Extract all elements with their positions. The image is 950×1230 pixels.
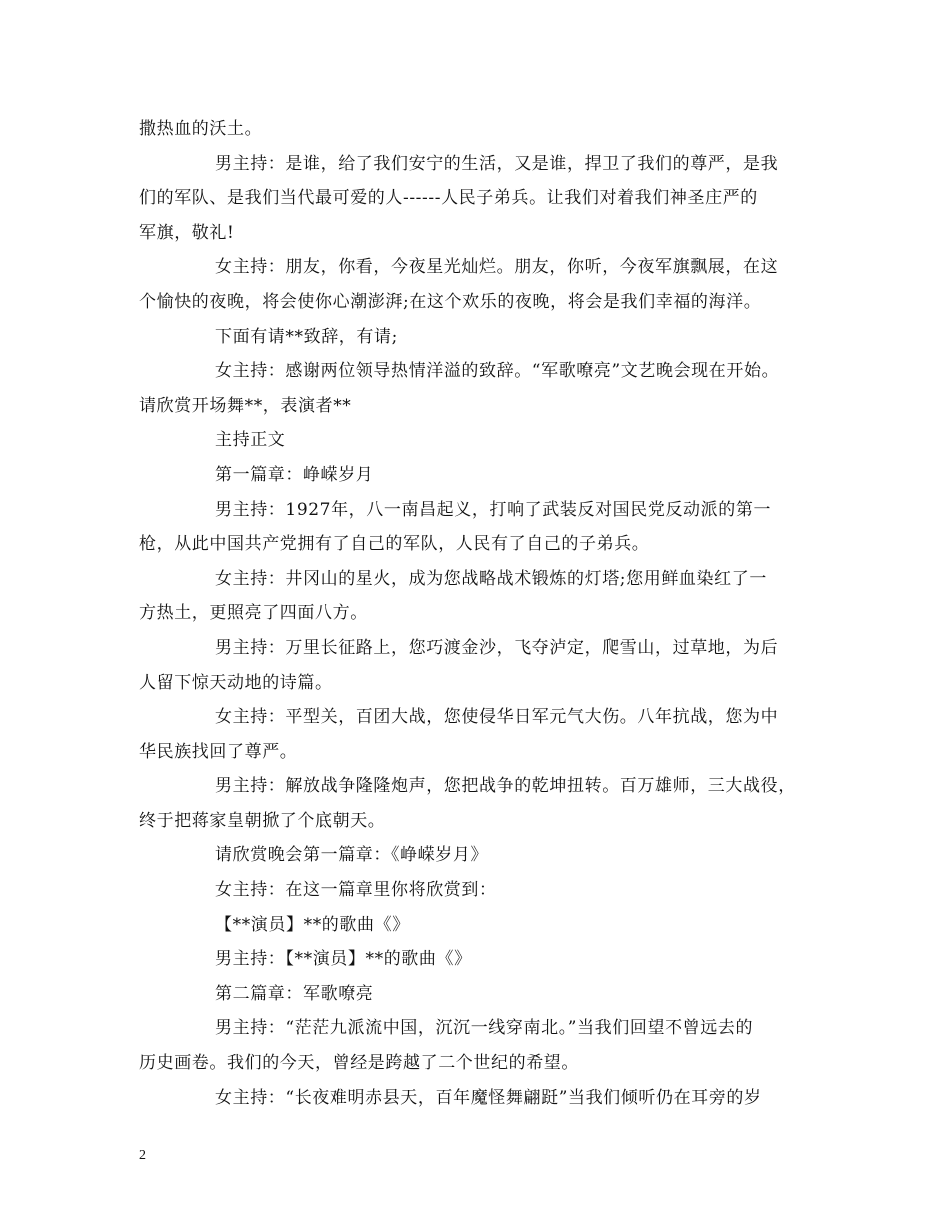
document-body: [139, 112, 819, 1115]
text-line: 第一篇章：峥嵘岁月: [215, 464, 374, 485]
text-line: 男主持：1927年，八一南昌起义，打响了武装反对国民党反动派的第一: [215, 499, 772, 520]
text-line: 请欣赏开场舞**，表演者**: [139, 395, 352, 416]
text-line: 女主持：朋友，你看，今夜星光灿烂。朋友，你听，今夜军旗飘展，在这: [215, 257, 779, 278]
text-line: 男主持：“茫茫九派流中国，沉沉一线穿南北。”当我们回望不曾远去的: [215, 1018, 754, 1039]
text-line: 历史画卷。我们的今天，曾经是跨越了二个世纪的希望。: [139, 1053, 579, 1074]
text-line: 撒热血的沃土。: [139, 119, 263, 139]
text-line: 男主持：解放战争隆隆炮声，您把战争的乾坤扭转。百万雄师，三大战役，: [215, 776, 796, 797]
text-line: 枪，从此中国共产党拥有了自己的军队，人民有了自己的子弟兵。: [139, 534, 650, 555]
text-line: 们的军队、是我们当代最可爱的人------人民子弟兵。让我们对着我们神圣庄严的: [139, 188, 758, 209]
text-line: 请欣赏晚会第一篇章：《峥嵘岁月》: [215, 845, 489, 866]
text-line: 方热土，更照亮了四面八方。: [139, 603, 368, 624]
text-line: 下面有请**致辞，有请;: [215, 326, 398, 347]
text-line: 男主持：万里长征路上，您巧渡金沙，飞夺泸定，爬雪山，过草地，为后: [215, 637, 779, 658]
text-line: 华民族找回了尊严。: [139, 741, 298, 762]
text-line: 女主持：感谢两位领导热情洋溢的致辞。“军歌嘹亮”文艺晚会现在开始。: [215, 361, 780, 382]
text-line: 女主持：井冈山的星火，成为您战略战术锻炼的灯塔;您用鲜血染红了一: [215, 568, 767, 589]
text-line: 【**演员】**的歌曲《》: [215, 914, 410, 935]
text-line: 终于把蒋家皇朝掀了个底朝天。: [139, 810, 386, 831]
text-line: 人留下惊天动地的诗篇。: [139, 672, 333, 693]
text-line: 男主持：是谁，给了我们安宁的生活，又是谁，捍卫了我们的尊严，是我: [215, 153, 779, 174]
text-line: 个愉快的夜晚，将会使你心潮澎湃;在这个欢乐的夜晚，将会是我们幸福的海洋。: [139, 291, 762, 312]
text-line: 女主持：平型关，百团大战，您使侵华日军元气大伤。八年抗战，您为中: [215, 707, 779, 728]
text-line: 军旗，敬礼!: [139, 222, 235, 243]
text-line: 主持正文: [215, 430, 286, 451]
text-line: 男主持：【**演员】**的歌曲《》: [215, 949, 472, 970]
page-number: 2: [139, 1148, 146, 1163]
text-line: 女主持：在这一篇章里你将欣赏到：: [215, 880, 497, 901]
text-line: 第二篇章：军歌嘹亮: [215, 983, 374, 1004]
text-line: 女主持：“长夜难明赤县天，百年魔怪舞翩跹”当我们倾听仍在耳旁的岁: [215, 1087, 762, 1108]
